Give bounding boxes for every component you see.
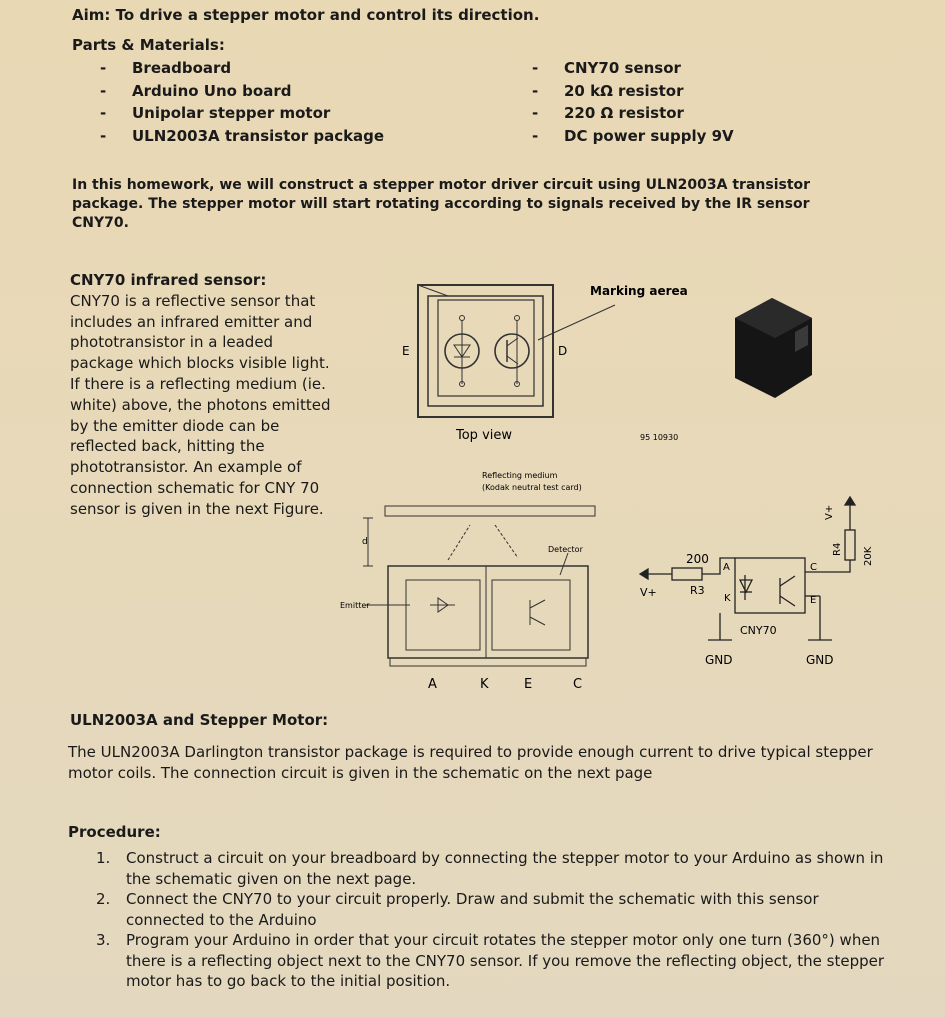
part-code-label: 95 10930 xyxy=(640,433,679,442)
anode-label: A xyxy=(723,562,730,573)
r3-name-label: R3 xyxy=(690,584,705,597)
detector-label: Detector xyxy=(548,545,583,554)
list-item xyxy=(96,889,886,930)
step-number: 3. xyxy=(96,931,111,949)
gnd-left-label: GND xyxy=(705,653,733,667)
step-text: Construct a circuit on your breadboard by connecting the stepper motor to your Arduino as shown in the schematic given on the next page. xyxy=(126,849,884,888)
pin-a-label: A xyxy=(428,677,437,692)
list-item: - Breadboard xyxy=(100,57,384,80)
distance-label: d xyxy=(362,537,368,547)
step-number: 2. xyxy=(96,890,111,908)
r4-name-label: R4 xyxy=(832,542,843,556)
cross-section-diagram xyxy=(363,506,595,666)
step-number: 1. xyxy=(96,849,111,867)
cny70-title: CNY70 infrared sensor: xyxy=(70,271,267,289)
collector-label: C xyxy=(810,562,817,573)
list-item: - 220 Ω resistor xyxy=(532,102,734,125)
marking-area-label: Marking aerea xyxy=(590,284,688,298)
cny70-schematic-label: CNY70 xyxy=(740,624,777,637)
r4-value-label: 20K xyxy=(863,546,874,566)
uln-section-body: The ULN2003A Darlington transistor package is required to provide enough current to drive typical stepper motor coils. The connection circuit is given in the schematic on the next page xyxy=(68,743,873,782)
parts-title: Parts & Materials: xyxy=(72,36,225,54)
label-e: E xyxy=(402,344,410,358)
list-item xyxy=(96,848,886,889)
pin-e-label: E xyxy=(524,677,533,692)
top-view-label: Top view xyxy=(456,428,513,443)
step-text: Connect the CNY70 to your circuit properly. Draw and submit the schematic with this sensor connected to the Arduino xyxy=(126,890,819,929)
vplus-left-label: V+ xyxy=(640,586,657,599)
list-item: - 20 kΩ resistor xyxy=(532,80,734,103)
top-view-package xyxy=(418,285,615,417)
r3-value-label: 200 xyxy=(686,552,709,566)
cny70-body: CNY70 is a reflective sensor that includes an infrared emitter and phototransistor in a leaded package which blocks visible light. If there is a reflecting medium (ie. white) above, the photons emitted by the emitter diode can be reflected back, hitting the phototransistor. An example of connection schematic for CNY 70 sensor is given in the next Figure. xyxy=(70,291,331,518)
emitter-label: Emitter xyxy=(340,601,370,610)
cny70-component-image xyxy=(735,298,812,398)
step-text: Program your Arduino in order that your circuit rotates the stepper motor only one turn (360°) when there is a reflecting object next to the CNY70 sensor. If you remove the reflecting object, the stepper motor has to go back to the initial position. xyxy=(126,931,885,990)
list-item: - DC power supply 9V xyxy=(532,125,734,148)
gnd-right-label: GND xyxy=(806,653,834,667)
connection-schematic xyxy=(640,497,855,640)
intro-paragraph: In this homework, we will construct a stepper motor driver circuit using ULN2003A transistor package. The stepper motor will start rotating according to signals received by the IR sensor CNY70. xyxy=(72,177,811,231)
pin-k-label: K xyxy=(480,677,489,692)
list-item: - ULN2003A transistor package xyxy=(100,125,384,148)
label-d: D xyxy=(558,344,568,358)
cathode-label: K xyxy=(724,593,731,604)
uln-section-title: ULN2003A and Stepper Motor: xyxy=(70,711,329,729)
list-item xyxy=(96,930,886,992)
reflecting-medium-label: Reflecting medium xyxy=(482,471,558,480)
aim-heading: Aim: To drive a stepper motor and control its direction. xyxy=(72,6,540,24)
procedure-title: Procedure: xyxy=(68,823,161,841)
list-item: - Arduino Uno board xyxy=(100,80,384,103)
emitter-pin-label: E xyxy=(810,595,817,606)
kodak-label: (Kodak neutral test card) xyxy=(482,483,582,492)
pin-c-label: C xyxy=(573,677,583,692)
vplus-right-label: V+ xyxy=(824,504,835,520)
list-item: - Unipolar stepper motor xyxy=(100,102,384,125)
list-item: - CNY70 sensor xyxy=(532,57,734,80)
procedure-steps xyxy=(96,848,886,992)
